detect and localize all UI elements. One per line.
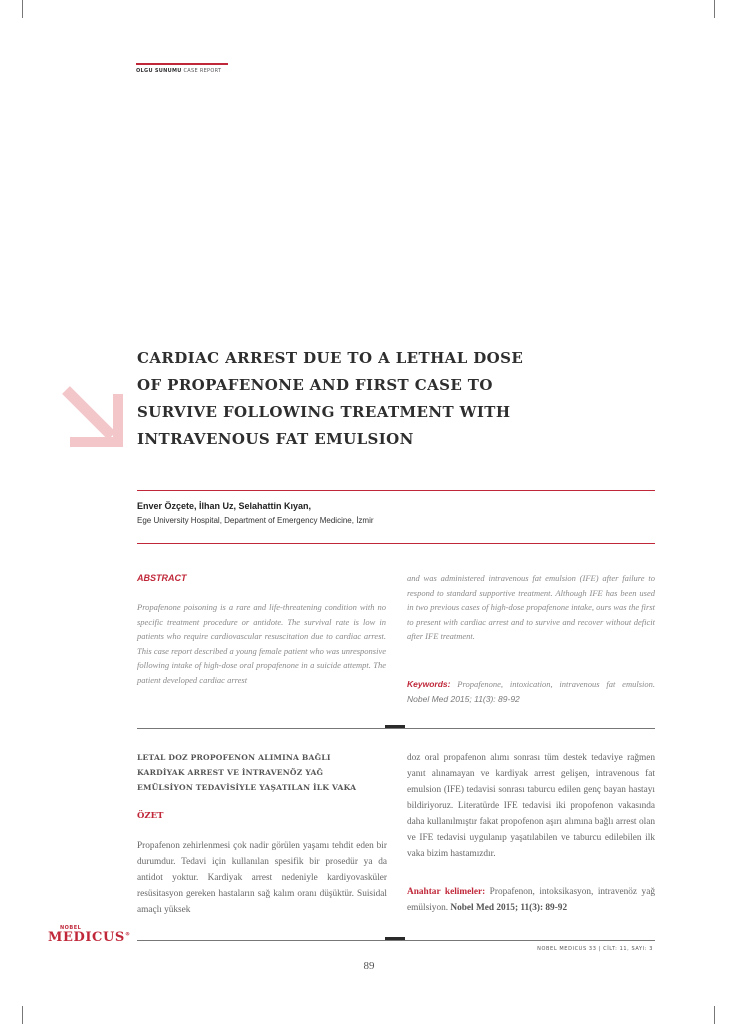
turkish-keywords xyxy=(407,884,655,916)
turkish-keywords-label: Anahtar kelimeler: xyxy=(407,887,486,897)
turkish-title-line: LETAL DOZ PROPOFENON ALIMINA BAĞLI xyxy=(137,753,331,762)
footer-rule xyxy=(137,940,655,941)
turkish-title-line: EMÜLSİYON TEDAVİSİYLE YAŞATILAN İLK VAKA xyxy=(137,783,357,792)
citation: Nobel Med 2015; 11(3): 89-92 xyxy=(407,693,520,704)
title-line: CARDIAC ARREST DUE TO A LETHAL DOSE xyxy=(137,349,524,367)
journal-info: NOBEL MEDICUS 33 | CİLT: 11, SAYI: 3 xyxy=(537,946,653,952)
affiliation: Ege University Hospital, Department of Emergency Medicine, İzmir xyxy=(137,516,374,525)
keywords-list: Propafenone, intoxication, intravenous fat emulsion. xyxy=(450,679,655,689)
logo-medicus-text xyxy=(48,930,131,945)
section-label-en: CASE REPORT xyxy=(183,68,222,74)
crop-mark xyxy=(22,0,23,18)
keywords xyxy=(407,677,655,706)
logo-medicus-word: MEDICUS xyxy=(48,930,125,945)
ozet-text-right: doz oral propafenon alımı sonrası tüm destek tedaviye rağmen yanıt alınamayan ve kardiyak arrest gelişen, intravenous fat emulsion (IFE) tedavisi sonrası taburcu edilen genç bayan hastayı bildiriyoruz. Literatürde IFE tedavisi iki propofenon vakasında daha kullanılmıştır fakat propofenon aşırı alımına bağlı arrest olan ve IFE tedavisi uygulanıp yaşatılabilen ve taburcu edilebilen ilk vaka bizim hastamızdır. xyxy=(407,753,655,859)
authors-rule xyxy=(137,543,655,544)
title-line: SURVIVE FOLLOWING TREATMENT WITH xyxy=(137,403,511,421)
logo-registered-mark: ® xyxy=(124,931,131,938)
crop-mark xyxy=(22,1006,23,1024)
abstract-heading: ABSTRACT xyxy=(137,573,187,583)
section-label xyxy=(136,68,221,74)
ozet-heading: ÖZET xyxy=(137,811,164,821)
publisher-logo xyxy=(48,925,148,947)
turkish-title-line: KARDİYAK ARREST VE İNTRAVENÖZ YAĞ xyxy=(137,768,324,777)
ozet-text-left: Propafenon zehirlenmesi çok nadir görülen yaşamı tehdit eden bir durumdur. Tedavi için kullanılan spesifik bir prosedür ya da antidot yoktur. Kardiyak arrest nedeniyle kardiyovasküler resüsitasyon gereken hastaların sağ kalım oranı düşüktür. Suisidal amaçlı yüksek xyxy=(137,841,387,915)
keywords-label: Keywords: xyxy=(407,679,451,689)
authors: Enver Özçete, İlhan Uz, Selahattin Kıyan, xyxy=(137,501,312,511)
turkish-citation: Nobel Med 2015; 11(3): 89-92 xyxy=(448,903,568,913)
title-rule xyxy=(137,490,655,491)
divider-tick xyxy=(385,725,405,728)
crop-mark xyxy=(714,1006,715,1024)
footer-tick xyxy=(385,937,405,940)
title-line: INTRAVENOUS FAT EMULSION xyxy=(137,430,414,448)
page-number: 89 xyxy=(363,960,375,972)
abstract-text-left: Propafenone poisoning is a rare and life-threatening condition with no specific treatment procedure or antidote. The survival rate is low in patients who require cardiovascular resuscitation due to cardiac arrest. This case report described a young female patient who was unresponsive following intake of high-dose oral propafenone in a suicide attempt. The patient developed cardiac arrest xyxy=(137,602,386,685)
crop-mark xyxy=(714,0,715,18)
turkish-title xyxy=(137,750,387,795)
section-divider xyxy=(137,728,655,729)
logo-nobel-text: NOBEL xyxy=(60,925,82,931)
turkish-keywords-list: Propafenon, intoksikasyon, intravenöz yağ emülsiyon. xyxy=(407,887,655,913)
header-rule xyxy=(136,63,228,65)
abstract-text-right: and was administered intravenous fat emulsion (IFE) after failure to respond to standard supportive treatment. Although IFE has been used in two previous cases of high-dose propafenone intake, ours was the first to present with cardiac arrest and to survive and recover without deficit after IFE treatment. xyxy=(407,573,655,641)
arrow-down-right-icon xyxy=(56,380,128,452)
section-label-tr: OLGU SUNUMU xyxy=(136,68,182,74)
title-line: OF PROPAFENONE AND FIRST CASE TO xyxy=(137,376,493,394)
article-title xyxy=(137,345,647,453)
